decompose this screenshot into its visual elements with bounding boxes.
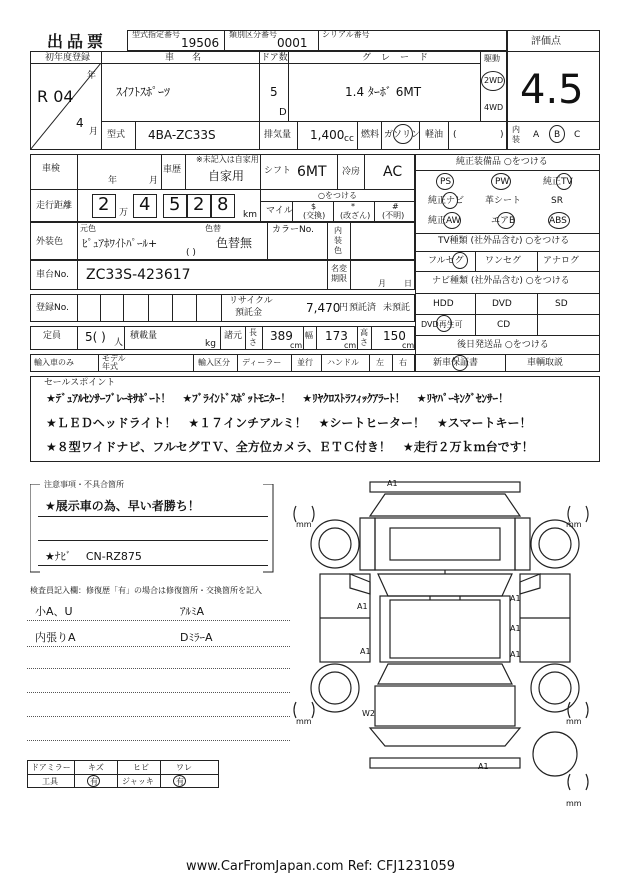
width-label: 幅 <box>305 331 313 340</box>
equip-sr: SR <box>551 196 563 206</box>
load-unit: kg <box>205 339 216 349</box>
nav-title: ナビ種類 (社外品含む) ○をつける <box>432 276 570 286</box>
mileage-digit-4: 2 <box>193 194 205 215</box>
first-reg-year: R 04 <box>37 87 74 106</box>
docs-title: 後日発送品 ○をつける <box>457 340 549 350</box>
damage-mark-right-quarter: A1 <box>510 650 521 659</box>
man-unit: 万 <box>119 208 129 218</box>
model-cert-label: 型式指定番号 <box>132 30 180 39</box>
displacement-label: 排気量 <box>264 130 292 140</box>
cc-unit: cc <box>344 134 354 144</box>
unknown-label: (不明) <box>382 211 405 220</box>
nav-dvd-playback: DVD再生可 <box>421 320 463 329</box>
displacement-value: 1,400 <box>310 128 345 142</box>
capacity-value: 5( ) <box>85 330 106 344</box>
notes-line-3: ★ﾅﾋﾞ CN-RZ875 <box>45 550 142 563</box>
usage-value: 自家用 <box>208 169 245 183</box>
insp-line-1-left: 小A、U <box>35 605 73 618</box>
first-reg-label: 初年度登録 <box>45 53 91 63</box>
interior-b-circle <box>549 125 565 143</box>
docs-warranty-circle <box>452 355 468 371</box>
equip-abs-circle <box>548 212 570 229</box>
damage-mark-right-front-door: A1 <box>510 594 521 603</box>
damage-mark-rear-window: W2 <box>362 709 375 718</box>
year-unit: 年 <box>87 71 97 81</box>
usage-note: ※未記入は自家用 <box>196 155 259 164</box>
model-label: 型式 <box>107 130 126 140</box>
equip-tv: 純正TV <box>543 177 573 187</box>
recycle-label-2: 預託金 <box>235 308 263 318</box>
nav-dvd: DVD <box>492 299 512 309</box>
capacity-label: 定員 <box>43 331 62 341</box>
legend-jack: ジャッキ <box>122 777 154 786</box>
color-code-label: カラーNo. <box>272 225 314 235</box>
mileage-digit-2: 4 <box>139 194 151 215</box>
drive-2wd-circle <box>481 71 505 91</box>
damage-mark-left-quarter: A1 <box>360 647 371 656</box>
color-paren: ( ) <box>186 248 196 258</box>
shaken-label: 車検 <box>42 164 61 174</box>
km-unit: km <box>243 210 257 220</box>
serial-label: シリアル番号 <box>322 30 370 39</box>
tv-fullseg: フルセグ <box>428 256 464 266</box>
mileage-digit-5: 8 <box>217 194 229 215</box>
nav-sd: SD <box>555 299 568 309</box>
handle-left: 左 <box>376 358 384 367</box>
sheet-title: 出品票 <box>47 32 108 51</box>
width-unit: cm <box>344 341 357 350</box>
notes-line-1: ★展示車の為、早い者勝ち！ <box>45 499 200 513</box>
mileage-label: 走行距離 <box>36 201 73 211</box>
altered-label: (改ざん) <box>340 211 371 220</box>
name-change-label: 名変期限 <box>331 264 347 283</box>
model-year-label: モデル年式 <box>102 354 126 371</box>
insp-line-1-right: ｱﾙﾐA <box>180 605 205 618</box>
shaken-month-unit: 月 <box>149 176 159 186</box>
door-type: D <box>279 107 287 118</box>
import-label: 輸入車のみ <box>34 358 74 367</box>
fuel-gasoline: ガソリン <box>384 130 421 140</box>
length-unit: cm <box>290 341 303 350</box>
inspector-label: 検査員記入欄：修復歴「有」の場合は修復箇所・交換箇所を記入 <box>30 586 262 595</box>
equip-navi: 純正ナビ <box>428 196 465 206</box>
equip-aw: 純正AW <box>428 216 461 226</box>
mile-label: マイル <box>266 206 293 216</box>
equip-airbag: エアB <box>491 216 516 226</box>
car-name: ｽｲﾌﾄｽﾎﾟｰﾂ <box>116 85 171 99</box>
fuel-label: 燃料 <box>361 130 380 140</box>
nav-cd: CD <box>497 320 511 330</box>
equip-pw-circle <box>491 173 511 190</box>
car-name-label: 車名 <box>165 53 220 63</box>
legend-tools-have: 有 <box>90 777 98 786</box>
nav-dvd-playback-circle <box>436 315 452 332</box>
tv-oneseg: ワンセグ <box>485 256 522 266</box>
legend-jack-have: 有 <box>176 777 184 786</box>
grade-value: 1.4 ﾀｰﾎﾞ 6MT <box>345 85 422 99</box>
capacity-unit: 人 <box>114 338 124 348</box>
unknown-symbol: # <box>392 202 399 211</box>
exchange-symbol: $ <box>311 202 317 211</box>
equip-tv-circle <box>556 173 572 190</box>
docs-manual: 車輌取説 <box>527 358 564 368</box>
tire-mm-rl: mm <box>296 717 312 726</box>
chassis-value: ZC33S-423617 <box>86 267 191 283</box>
sales-point-line-1: ★ﾃﾞｭｱﾙｾﾝｻｰﾌﾞﾚｰｷｻﾎﾟｰﾄ！ ★ﾌﾞﾗｲﾝﾄﾞｽﾎﾟｯﾄﾓﾆﾀｰ！ ★ﾘﾔｸﾛｽﾄﾗﾌｨｯｸｱﾗｰﾄ！ ★ﾘﾔﾊﾟｰｷﾝｸﾞｾﾝｻｰ！ <box>46 392 509 405</box>
tire-mm-rr: mm <box>566 717 582 726</box>
height-unit: cm <box>402 341 415 350</box>
footer-watermark: www.CarFromJapan.com Ref: CFJ1231059 <box>186 859 456 874</box>
color-change-value: 色替無 <box>216 236 253 250</box>
legend-scratch: キズ <box>88 763 104 772</box>
interior-a: A <box>533 130 540 140</box>
sales-point-line-2: ★ＬＥＤヘッドライト！ ★１７インチアルミ！ ★シートヒーター！ ★スマートキー！ <box>46 416 532 430</box>
legend-door-mirror: ドアミラー <box>31 763 71 772</box>
import-dealer: ディーラー <box>242 358 282 367</box>
damage-mark-right-rear-door: A1 <box>510 624 521 633</box>
recycle-label-1: リサイクル <box>229 296 273 306</box>
legend-crack: ヒビ <box>133 763 149 772</box>
length-value: 389 <box>270 329 293 343</box>
mileage-digit-3: 5 <box>169 194 181 215</box>
tire-mm-fl: mm <box>296 520 312 529</box>
interior-c: C <box>574 130 581 140</box>
equip-ps-circle <box>436 173 454 190</box>
equip-airbag-circle <box>497 212 515 229</box>
tire-mm-spare: mm <box>566 799 582 808</box>
category-label: 類別区分番号 <box>229 30 277 39</box>
altered-symbol: * <box>351 202 355 211</box>
import-class-label: 輸入区分 <box>198 358 230 367</box>
ac-label: 冷房 <box>342 167 361 177</box>
tv-analog: アナログ <box>543 256 580 266</box>
equip-ps: PS <box>440 177 452 187</box>
recycle-deposited: 預託済 <box>349 303 377 313</box>
shift-label: シフト <box>264 166 292 176</box>
fuel-light-oil: 軽油 <box>425 130 444 140</box>
reg-label: 登録No. <box>36 303 69 313</box>
import-parallel: 並行 <box>297 358 313 367</box>
recycle-amount: 7,470 <box>306 301 341 315</box>
doors-value: 5 <box>270 85 278 99</box>
color-change-label: 色替 <box>205 224 221 233</box>
outer-color-label: 外装色 <box>36 237 64 247</box>
insp-line-2-left: 内張りA <box>35 631 76 644</box>
legend-break: ワレ <box>176 763 192 772</box>
equip-pw: PW <box>495 177 510 187</box>
height-label: 高さ <box>360 328 368 347</box>
original-color: ﾋﾟｭｱﾎﾜｲﾄﾊﾟｰﾙ+ <box>82 237 158 250</box>
equip-navi-circle <box>442 192 458 209</box>
drive-4wd: 4WD <box>484 103 504 112</box>
tv-title: TV種類 (社外品含む) ○をつける <box>438 236 570 246</box>
equip-aw-circle <box>443 212 461 229</box>
sales-point-line-3: ★８型ワイドナビ、フルセグＴＶ、全方位カメラ、ＥＴＣ付き！ ★走行２万ｋｍ台です！ <box>46 440 534 454</box>
recycle-not-deposited: 未預託 <box>383 303 411 313</box>
damage-mark-left-door: A1 <box>357 602 368 611</box>
height-value: 150 <box>383 329 406 343</box>
docs-warranty: 新車保証書 <box>433 358 479 368</box>
score-label: 評価点 <box>531 36 561 47</box>
shift-value: 6MT <box>297 164 327 180</box>
equip-leather: 革シート <box>485 196 522 206</box>
chassis-label: 車台No. <box>36 270 69 280</box>
interior-color-label: 内装色 <box>334 226 342 255</box>
exchange-label: (交換) <box>303 211 326 220</box>
mileage-check-note: ○をつける <box>318 191 357 200</box>
length-label: 長さ <box>249 328 257 347</box>
grade-label: グレード <box>362 53 439 63</box>
tire-mm-fr: mm <box>566 520 582 529</box>
nav-hdd: HDD <box>433 299 454 309</box>
notes-label: 注意事項・不具合箇所 <box>44 480 124 489</box>
month-unit: 月 <box>89 127 99 137</box>
shaken-year-unit: 年 <box>108 176 118 186</box>
car-body-diagram <box>290 476 600 816</box>
damage-mark-front-bumper: A1 <box>387 479 398 488</box>
insp-line-2-right: DﾐﾗｰA <box>180 631 213 644</box>
interior-b: B <box>554 130 561 140</box>
damage-mark-rear-bumper: A1 <box>478 762 489 771</box>
model-cert-value: 19506 <box>181 36 220 50</box>
model-value: 4BA-ZC33S <box>148 128 216 142</box>
original-color-label: 元色 <box>80 224 96 233</box>
usage-label: 車歴 <box>163 165 182 175</box>
load-label: 積載量 <box>130 331 158 341</box>
name-change-month-unit: 月 <box>378 279 386 288</box>
mileage-digit-1: 2 <box>98 194 110 215</box>
score-value: 4.5 <box>520 67 584 113</box>
fuel-gasoline-circle <box>393 124 413 144</box>
name-change-day-unit: 日 <box>404 279 412 288</box>
tv-fullseg-circle <box>452 252 468 269</box>
sales-points-label: セールスポイント <box>44 378 116 388</box>
handle-label: ハンドル <box>327 358 359 367</box>
oem-title: 純正装備品 ○をつける <box>456 157 548 167</box>
dim-label: 諸元 <box>224 331 243 341</box>
drive-label: 駆動 <box>484 54 500 63</box>
recycle-unit: 円 <box>339 303 349 313</box>
drive-2wd: 2WD <box>484 76 504 85</box>
first-reg-month: 4 <box>76 116 84 130</box>
handle-right: 右 <box>399 358 407 367</box>
interior-label: 内装 <box>512 125 520 144</box>
category-value: 0001 <box>277 36 308 50</box>
doors-label: ドア数 <box>261 53 288 63</box>
legend-tools: 工具 <box>42 777 58 786</box>
ac-value: AC <box>383 164 403 180</box>
width-value: 173 <box>325 329 348 343</box>
equip-abs: ABS <box>549 216 567 226</box>
